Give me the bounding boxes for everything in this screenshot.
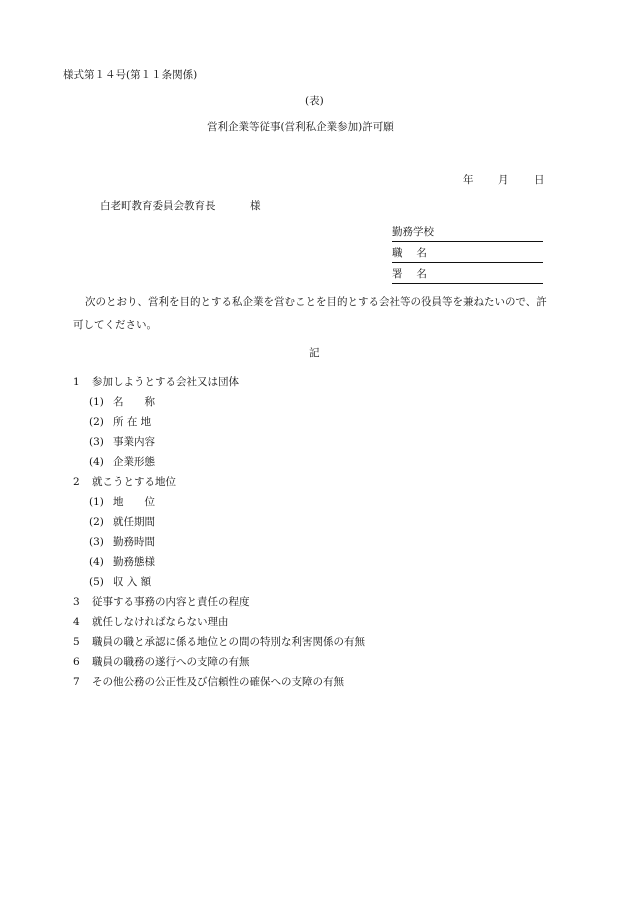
section-number: 1 bbox=[73, 376, 80, 388]
section-title: 従事する事務の内容と責任の程度 bbox=[92, 596, 250, 608]
section-4 bbox=[73, 617, 229, 628]
section-6 bbox=[73, 657, 250, 668]
item-number: (1) bbox=[89, 396, 104, 408]
side-label: (表) bbox=[305, 95, 324, 107]
item-label: 収 入 額 bbox=[113, 576, 152, 588]
section-3 bbox=[73, 597, 250, 608]
list-item bbox=[89, 577, 151, 588]
name-field bbox=[392, 269, 543, 284]
section-title: 就こうとする地位 bbox=[92, 476, 176, 488]
item-number: (4) bbox=[89, 456, 104, 468]
item-label: 企業形態 bbox=[113, 456, 155, 468]
school-label: 勤務学校 bbox=[392, 226, 434, 238]
item-label: 勤務時間 bbox=[113, 536, 155, 548]
date-month: 月 bbox=[498, 174, 509, 186]
date-year: 年 bbox=[463, 174, 474, 186]
form-number: 様式第１４号(第１１条関係) bbox=[63, 69, 198, 81]
position-label: 職 名 bbox=[392, 247, 427, 259]
item-number: (3) bbox=[89, 536, 104, 548]
item-label: 所 在 地 bbox=[113, 416, 152, 428]
item-label: 就任期間 bbox=[113, 516, 155, 528]
item-label: 勤務態様 bbox=[113, 556, 155, 568]
list-item bbox=[89, 537, 155, 548]
item-label: 地 位 bbox=[113, 496, 155, 508]
section-5 bbox=[73, 637, 365, 648]
item-number: (3) bbox=[89, 436, 104, 448]
addressee-honorific: 様 bbox=[250, 200, 261, 212]
section-title: その他公務の公正性及び信頼性の確保への支障の有無 bbox=[92, 676, 344, 688]
list-item bbox=[89, 517, 155, 528]
section-title: 職員の職務の遂行への支障の有無 bbox=[92, 656, 250, 668]
request-paragraph: 次のとおり、営利を目的とする私企業を営むことを目的とする会社等の役員等を兼ねたいので、許可してください。 bbox=[73, 296, 547, 331]
addressee-name: 白老町教育委員会教育長 bbox=[100, 200, 216, 212]
item-label: 名 称 bbox=[113, 396, 155, 408]
section-number: 4 bbox=[73, 616, 80, 628]
section-1 bbox=[73, 377, 239, 388]
section-title: 参加しようとする会社又は団体 bbox=[92, 376, 239, 388]
section-number: 2 bbox=[73, 476, 80, 488]
item-label: 事業内容 bbox=[113, 436, 155, 448]
section-title: 職員の職と承認に係る地位との間の特別な利害関係の有無 bbox=[92, 636, 365, 648]
ki-marker: 記 bbox=[309, 347, 320, 359]
section-2 bbox=[73, 477, 176, 488]
item-number: (4) bbox=[89, 556, 104, 568]
name-label: 署 名 bbox=[392, 268, 427, 280]
list-item bbox=[89, 557, 155, 568]
item-number: (5) bbox=[89, 576, 104, 588]
list-item bbox=[89, 417, 151, 428]
section-number: 7 bbox=[73, 676, 80, 688]
section-number: 5 bbox=[73, 636, 80, 648]
item-number: (1) bbox=[89, 496, 104, 508]
item-number: (2) bbox=[89, 516, 104, 528]
date-day: 日 bbox=[534, 174, 545, 186]
school-field bbox=[392, 227, 543, 242]
section-title: 就任しなければならない理由 bbox=[92, 616, 229, 628]
list-item bbox=[89, 457, 155, 468]
item-number: (2) bbox=[89, 416, 104, 428]
list-item bbox=[89, 397, 155, 408]
section-7 bbox=[73, 677, 344, 688]
list-item bbox=[89, 437, 155, 448]
section-number: 6 bbox=[73, 656, 80, 668]
list-item bbox=[89, 497, 155, 508]
section-number: 3 bbox=[73, 596, 80, 608]
document-title: 営利企業等従事(営利私企業参加)許可願 bbox=[207, 121, 394, 133]
position-field bbox=[392, 248, 543, 263]
